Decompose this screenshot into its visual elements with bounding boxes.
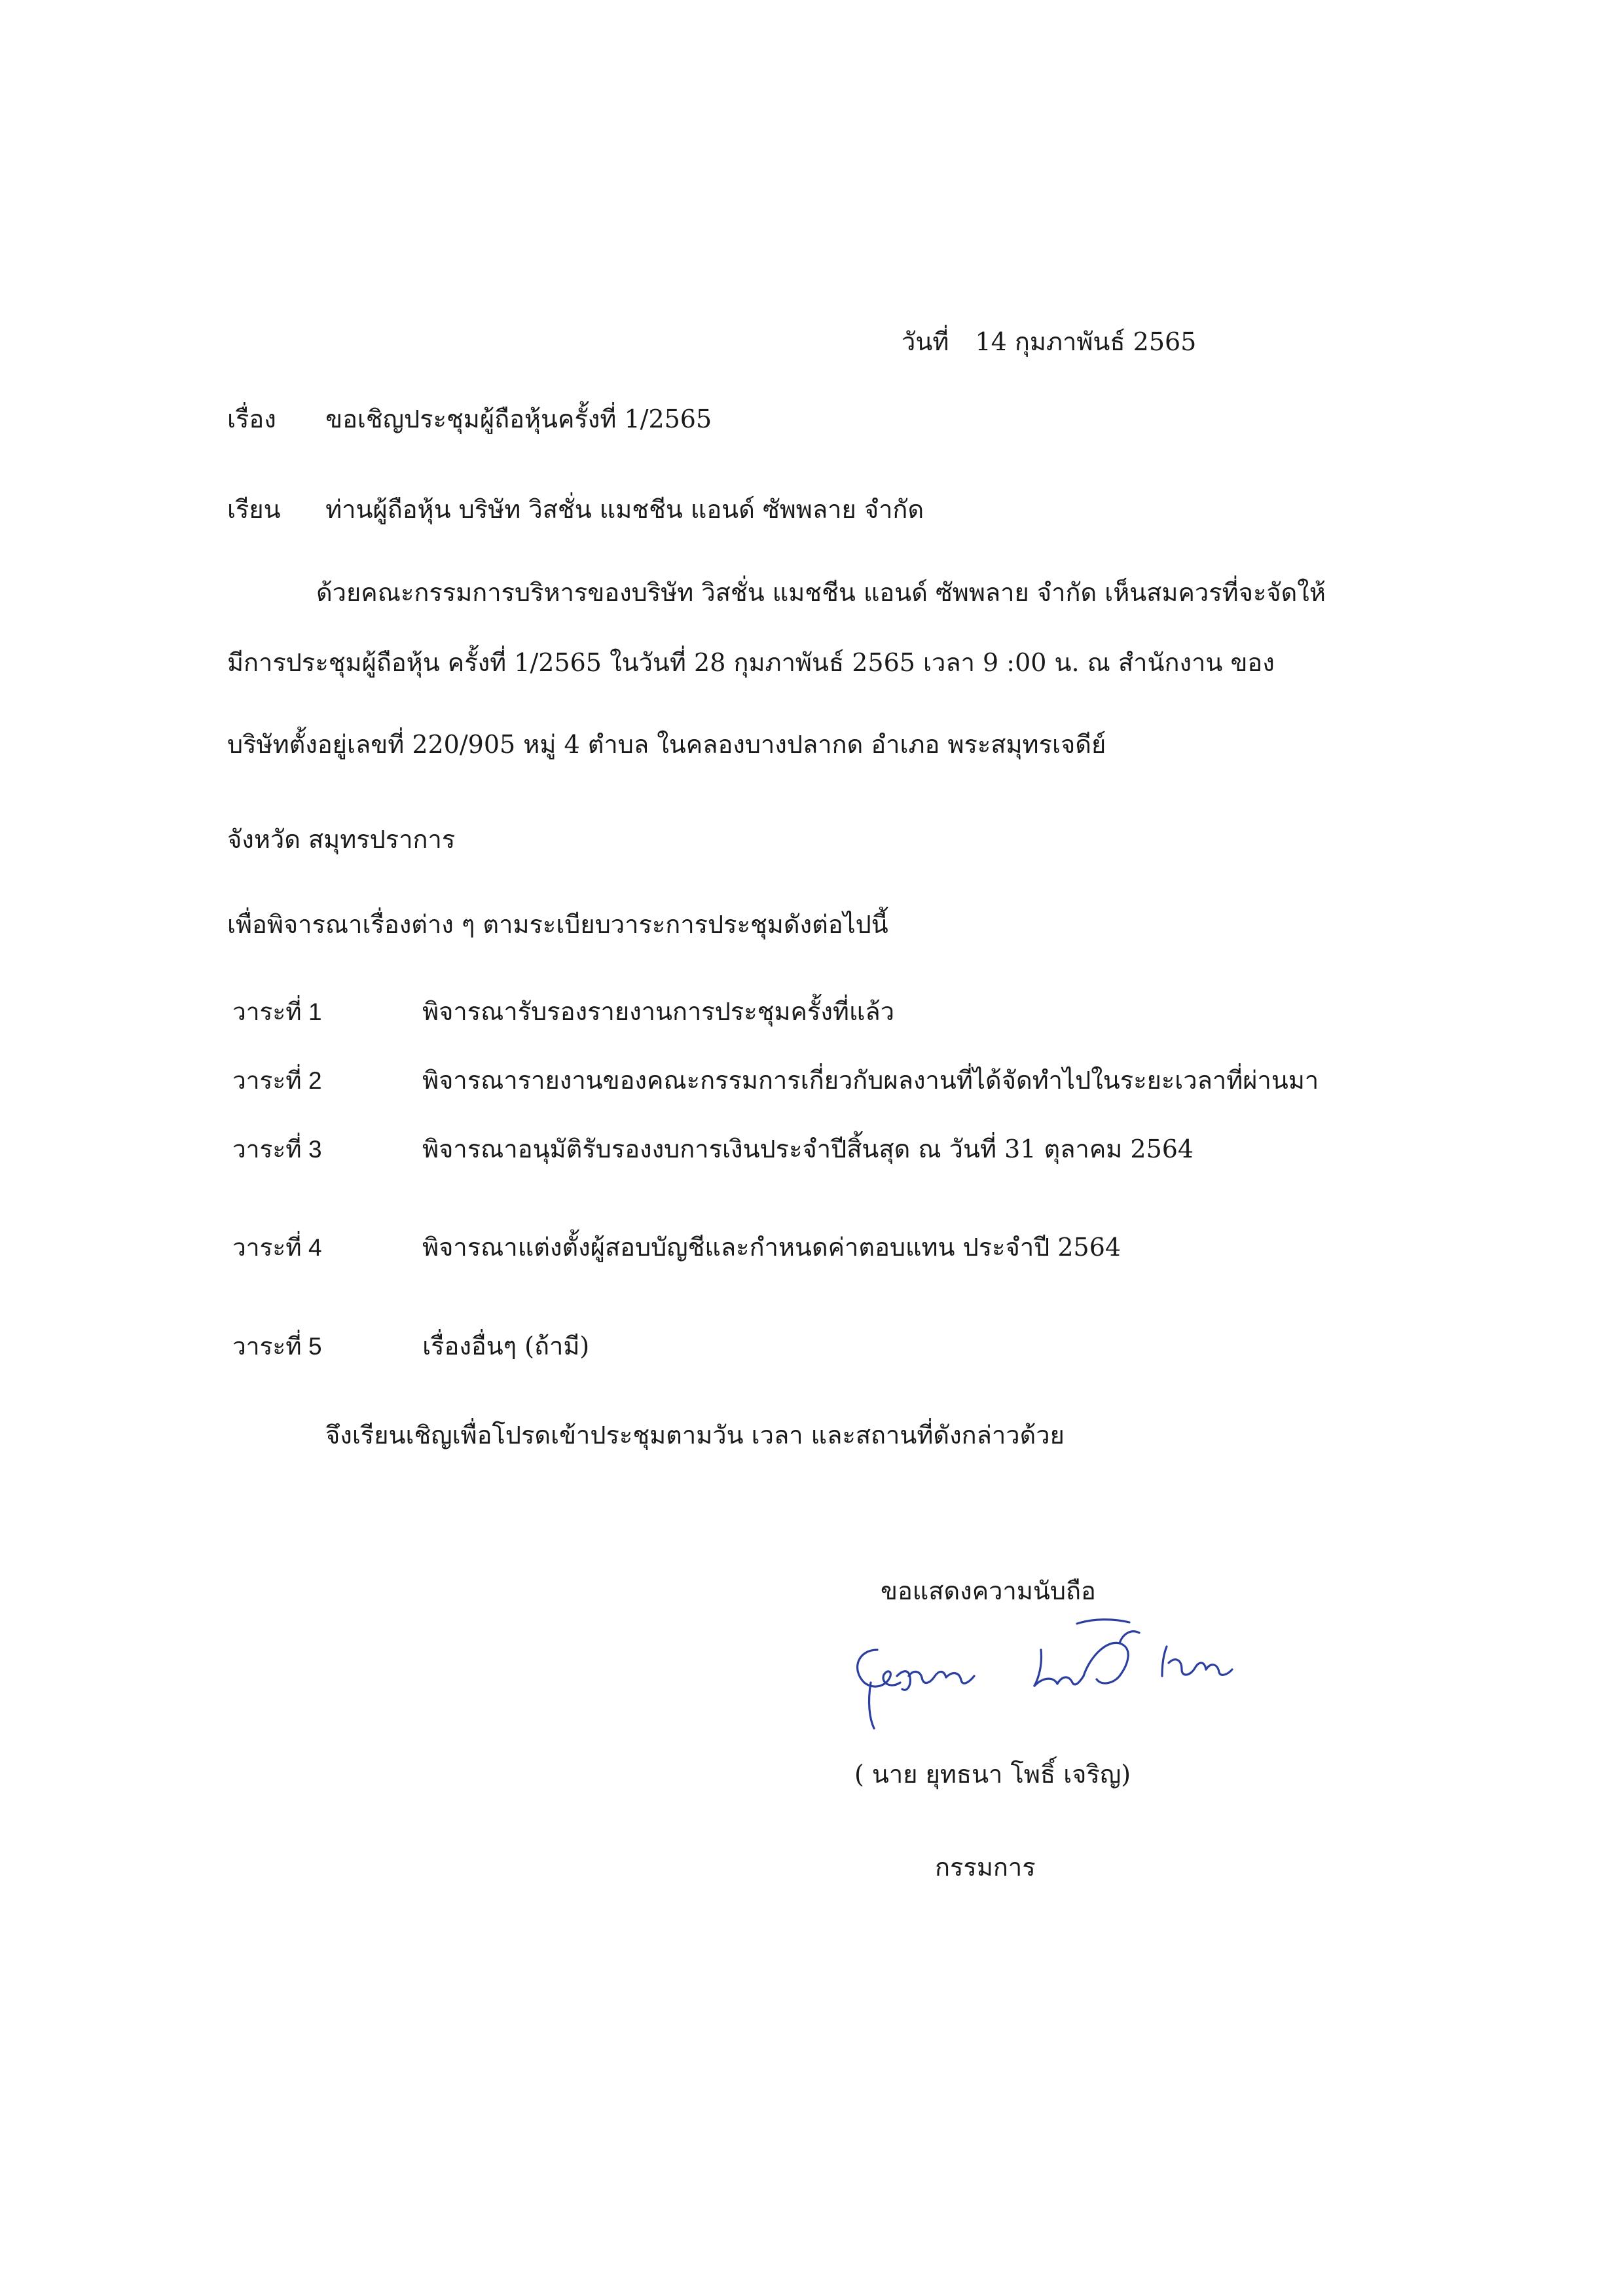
- complimentary-close: ขอแสดงความนับถือ: [881, 1576, 1096, 1605]
- closing-sentence: จึงเรียนเชิญเพื่อโปรดเข้าประชุมตามวัน เวลา และสถานที่ดังกล่าวด้วย: [325, 1421, 1065, 1449]
- subject-line: [227, 405, 712, 435]
- agenda-number: วาระที่ 2: [232, 1067, 322, 1094]
- agenda-item: [232, 1066, 1319, 1096]
- signer-title: กรรมการ: [935, 1853, 1036, 1882]
- date-value: 14 กุมภาพันธ์ 2565: [975, 327, 1197, 356]
- agenda-item: [232, 1135, 1194, 1165]
- subject-value: ขอเชิญประชุมผู้ถือหุ้นครั้งที่ 1/2565: [325, 405, 712, 433]
- body-paragraph-line: จังหวัด สมุทรปราการ: [227, 825, 456, 854]
- body-paragraph-line: เพื่อพิจารณาเรื่องต่าง ๆ ตามระเบียบวาระการประชุมดังต่อไปนี้: [227, 910, 888, 939]
- recipient-line: [227, 495, 924, 525]
- agenda-text: เรื่องอื่นๆ (ถ้ามี): [422, 1332, 590, 1360]
- agenda-item: [232, 1332, 589, 1362]
- recipient-value: ท่านผู้ถือหุ้น บริษัท วิสชั่น แมชชีน แอนด์ ซัพพลาย จำกัด: [325, 495, 924, 524]
- agenda-number: วาระที่ 4: [232, 1234, 322, 1261]
- recipient-label: เรียน: [227, 495, 281, 524]
- agenda-number: วาระที่ 3: [232, 1136, 322, 1163]
- agenda-number: วาระที่ 1: [232, 998, 322, 1025]
- agenda-text: พิจารณารับรองรายงานการประชุมครั้งที่แล้ว: [422, 997, 895, 1026]
- body-paragraph-line: บริษัทตั้งอยู่เลขที่ 220/905 หมู่ 4 ตำบล ในคลองบางปลากด อำเภอ พระสมุทรเจดีย์: [227, 730, 1106, 759]
- date-label: วันที่: [902, 327, 949, 356]
- body-paragraph-line: ด้วยคณะกรรมการบริหารของบริษัท วิสชั่น แมชชีน แอนด์ ซัพพลาย จำกัด เห็นสมควรที่จะจัดให้: [316, 578, 1326, 607]
- agenda-text: พิจารณาแต่งตั้งผู้สอบบัญชีและกำหนดค่าตอบแทน ประจำปี 2564: [422, 1233, 1122, 1262]
- date-line: [902, 327, 1196, 357]
- agenda-item: [232, 997, 894, 1027]
- agenda-number: วาระที่ 5: [232, 1333, 322, 1360]
- subject-label: เรื่อง: [227, 405, 276, 433]
- body-paragraph-line: มีการประชุมผู้ถือหุ้น ครั้งที่ 1/2565 ในวันที่ 28 กุมภาพันธ์ 2565 เวลา 9 :00 น. ณ สำนักงาน ของ: [227, 648, 1275, 677]
- handwritten-signature: [831, 1578, 1264, 1741]
- signer-name: ( นาย ยุทธนา โพธิ์ เจริญ): [854, 1760, 1131, 1789]
- agenda-text: พิจารณาอนุมัติรับรองงบการเงินประจำปีสิ้นสุด ณ วันที่ 31 ตุลาคม 2564: [422, 1135, 1194, 1163]
- agenda-text: พิจารณารายงานของคณะกรรมการเกี่ยวกับผลงานที่ได้จัดทำไปในระยะเวลาที่ผ่านมา: [422, 1066, 1319, 1095]
- agenda-item: [232, 1233, 1121, 1263]
